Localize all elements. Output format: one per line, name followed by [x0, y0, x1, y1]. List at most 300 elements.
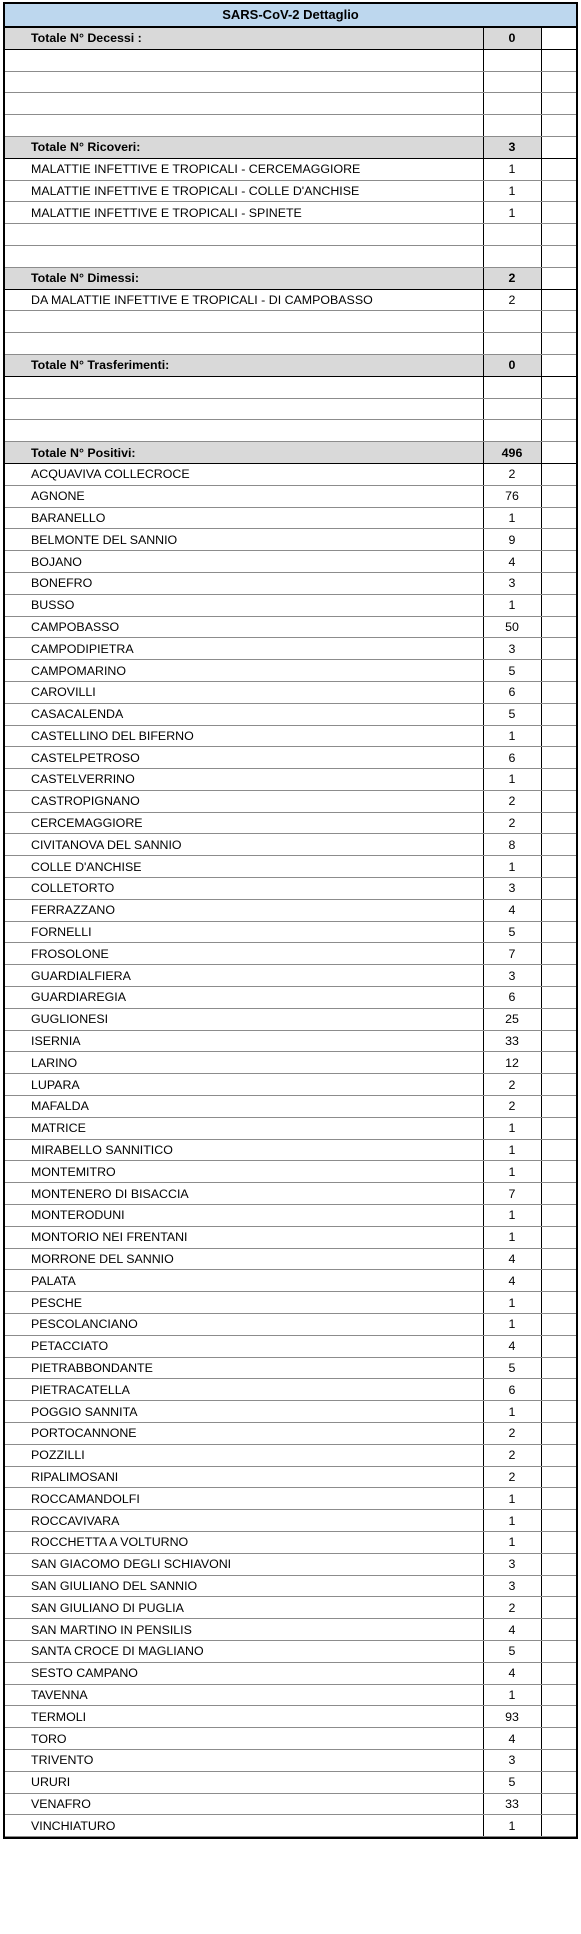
empty-cell: [541, 660, 576, 682]
empty-cell: [541, 1183, 576, 1205]
empty-cell: [541, 1553, 576, 1575]
table-row: [5, 572, 576, 594]
row-label: LUPARA: [5, 1074, 483, 1096]
row-label: TERMOLI: [5, 1706, 483, 1728]
table-row: [5, 856, 576, 878]
row-value: 1: [483, 1815, 541, 1837]
table-row: [5, 1444, 576, 1466]
empty-cell: [541, 1793, 576, 1815]
section-total-value: 3: [483, 136, 541, 158]
row-label: CAMPODIPIETRA: [5, 638, 483, 660]
blank-row: [5, 49, 576, 71]
empty-cell: [541, 834, 576, 856]
table-row: [5, 1270, 576, 1292]
table-row: [5, 1466, 576, 1488]
empty-cell: [541, 398, 576, 420]
row-label: PORTOCANNONE: [5, 1423, 483, 1445]
row-label: CASACALENDA: [5, 703, 483, 725]
empty-cell: [541, 725, 576, 747]
empty-cell: [5, 333, 483, 355]
row-label: CASTELLINO DEL BIFERNO: [5, 725, 483, 747]
table-row: [5, 725, 576, 747]
row-value: 76: [483, 485, 541, 507]
empty-cell: [483, 333, 541, 355]
empty-cell: [541, 289, 576, 311]
row-value: 4: [483, 1270, 541, 1292]
row-label: CASTROPIGNANO: [5, 790, 483, 812]
empty-cell: [483, 71, 541, 93]
row-label: MALATTIE INFETTIVE E TROPICALI - SPINETE: [5, 202, 483, 224]
empty-cell: [541, 1379, 576, 1401]
row-value: 93: [483, 1706, 541, 1728]
row-label: AGNONE: [5, 485, 483, 507]
row-value: 4: [483, 1335, 541, 1357]
empty-cell: [541, 1030, 576, 1052]
empty-cell: [541, 420, 576, 442]
empty-cell: [541, 1728, 576, 1750]
empty-cell: [541, 1640, 576, 1662]
empty-cell: [541, 136, 576, 158]
row-label: URURI: [5, 1771, 483, 1793]
section-total-value: 496: [483, 442, 541, 464]
table-row: [5, 899, 576, 921]
empty-cell: [541, 1226, 576, 1248]
empty-cell: [541, 442, 576, 464]
section-header-label: Totale N° Dimessi:: [5, 267, 483, 289]
row-value: 7: [483, 943, 541, 965]
row-value: 6: [483, 1379, 541, 1401]
empty-cell: [541, 572, 576, 594]
row-value: 1: [483, 1161, 541, 1183]
empty-cell: [541, 703, 576, 725]
row-label: SAN GIULIANO DI PUGLIA: [5, 1597, 483, 1619]
table-row: [5, 1139, 576, 1161]
blank-row: [5, 376, 576, 398]
table-row: [5, 1640, 576, 1662]
empty-cell: [541, 551, 576, 573]
table-row: [5, 790, 576, 812]
table-row: [5, 1096, 576, 1118]
row-label: SANTA CROCE DI MAGLIANO: [5, 1640, 483, 1662]
row-value: 2: [483, 1597, 541, 1619]
table-row: [5, 1117, 576, 1139]
empty-cell: [541, 1815, 576, 1837]
section-header-row: [5, 267, 576, 289]
table-row: [5, 202, 576, 224]
empty-cell: [483, 115, 541, 137]
row-value: 4: [483, 1728, 541, 1750]
empty-cell: [541, 1335, 576, 1357]
row-value: 7: [483, 1183, 541, 1205]
row-label: MALATTIE INFETTIVE E TROPICALI - COLLE D'ANCHISE: [5, 180, 483, 202]
section-header-row: [5, 442, 576, 464]
row-value: 1: [483, 1226, 541, 1248]
empty-cell: [483, 49, 541, 71]
table-row: [5, 1379, 576, 1401]
row-label: ROCCAMANDOLFI: [5, 1488, 483, 1510]
row-value: 3: [483, 965, 541, 987]
empty-cell: [541, 1357, 576, 1379]
empty-cell: [5, 311, 483, 333]
row-value: 2: [483, 463, 541, 485]
empty-cell: [541, 245, 576, 267]
section-header-label: Totale N° Decessi :: [5, 28, 483, 50]
row-value: 1: [483, 769, 541, 791]
row-label: BELMONTE DEL SANNIO: [5, 529, 483, 551]
empty-cell: [541, 1008, 576, 1030]
empty-cell: [541, 1314, 576, 1336]
row-value: 6: [483, 987, 541, 1009]
table-row: [5, 594, 576, 616]
section-total-value: 0: [483, 354, 541, 376]
row-label: BONEFRO: [5, 572, 483, 594]
table-row: [5, 921, 576, 943]
row-label: CERCEMAGGIORE: [5, 812, 483, 834]
empty-cell: [5, 224, 483, 246]
section-header-label: Totale N° Ricoveri:: [5, 136, 483, 158]
row-value: 1: [483, 1117, 541, 1139]
row-label: ISERNIA: [5, 1030, 483, 1052]
row-value: 2: [483, 1444, 541, 1466]
empty-cell: [5, 71, 483, 93]
table-row: [5, 769, 576, 791]
row-value: 33: [483, 1793, 541, 1815]
row-value: 6: [483, 681, 541, 703]
blank-row: [5, 115, 576, 137]
row-value: 1: [483, 158, 541, 180]
empty-cell: [541, 1684, 576, 1706]
row-value: 1: [483, 1510, 541, 1532]
row-label: BOJANO: [5, 551, 483, 573]
row-value: 33: [483, 1030, 541, 1052]
empty-cell: [541, 1488, 576, 1510]
empty-cell: [541, 856, 576, 878]
empty-cell: [541, 921, 576, 943]
row-label: CASTELVERRINO: [5, 769, 483, 791]
table-row: [5, 1488, 576, 1510]
row-label: COLLE D'ANCHISE: [5, 856, 483, 878]
table-row: [5, 1728, 576, 1750]
table-row: [5, 1531, 576, 1553]
row-value: 1: [483, 507, 541, 529]
row-value: 5: [483, 1771, 541, 1793]
empty-cell: [541, 49, 576, 71]
empty-cell: [541, 1292, 576, 1314]
empty-cell: [541, 71, 576, 93]
empty-cell: [541, 93, 576, 115]
empty-cell: [541, 987, 576, 1009]
row-value: 25: [483, 1008, 541, 1030]
table-row: [5, 1597, 576, 1619]
empty-cell: [483, 245, 541, 267]
empty-cell: [541, 224, 576, 246]
table-row: [5, 1510, 576, 1532]
empty-cell: [5, 93, 483, 115]
empty-cell: [541, 485, 576, 507]
empty-cell: [541, 1401, 576, 1423]
empty-cell: [541, 1096, 576, 1118]
blank-row: [5, 93, 576, 115]
empty-cell: [541, 28, 576, 50]
row-label: MONTERODUNI: [5, 1205, 483, 1227]
row-label: ACQUAVIVA COLLECROCE: [5, 463, 483, 485]
empty-cell: [541, 594, 576, 616]
table-row: [5, 1161, 576, 1183]
empty-cell: [541, 681, 576, 703]
blank-row: [5, 245, 576, 267]
row-label: COLLETORTO: [5, 878, 483, 900]
table-row: [5, 943, 576, 965]
row-value: 2: [483, 1423, 541, 1445]
row-label: FERRAZZANO: [5, 899, 483, 921]
empty-cell: [541, 1444, 576, 1466]
empty-cell: [5, 376, 483, 398]
row-value: 3: [483, 1575, 541, 1597]
empty-cell: [483, 311, 541, 333]
table-row: [5, 638, 576, 660]
row-value: 3: [483, 1553, 541, 1575]
row-value: 12: [483, 1052, 541, 1074]
empty-cell: [483, 398, 541, 420]
table-row: [5, 965, 576, 987]
empty-cell: [541, 1575, 576, 1597]
empty-cell: [483, 376, 541, 398]
empty-cell: [541, 267, 576, 289]
row-value: 1: [483, 1488, 541, 1510]
empty-cell: [541, 1662, 576, 1684]
table-row: [5, 834, 576, 856]
table-row: [5, 987, 576, 1009]
row-value: 2: [483, 1074, 541, 1096]
section-header-row: [5, 354, 576, 376]
section-total-value: 2: [483, 267, 541, 289]
empty-cell: [541, 1074, 576, 1096]
row-value: 5: [483, 921, 541, 943]
empty-cell: [541, 1597, 576, 1619]
row-value: 1: [483, 202, 541, 224]
empty-cell: [541, 1270, 576, 1292]
row-label: POGGIO SANNITA: [5, 1401, 483, 1423]
row-label: ROCCAVIVARA: [5, 1510, 483, 1532]
table-row: [5, 1052, 576, 1074]
empty-cell: [541, 812, 576, 834]
row-value: 4: [483, 551, 541, 573]
blank-row: [5, 420, 576, 442]
table-row: [5, 703, 576, 725]
row-label: SAN GIACOMO DEGLI SCHIAVONI: [5, 1553, 483, 1575]
row-value: 1: [483, 1531, 541, 1553]
empty-cell: [541, 1205, 576, 1227]
empty-cell: [541, 747, 576, 769]
row-value: 1: [483, 1314, 541, 1336]
row-label: DA MALATTIE INFETTIVE E TROPICALI - DI CAMPOBASSO: [5, 289, 483, 311]
row-label: RIPALIMOSANI: [5, 1466, 483, 1488]
blank-row: [5, 224, 576, 246]
table-row: [5, 1793, 576, 1815]
table-row: [5, 1706, 576, 1728]
row-label: GUARDIALFIERA: [5, 965, 483, 987]
empty-cell: [541, 965, 576, 987]
empty-cell: [541, 333, 576, 355]
table-row: [5, 1771, 576, 1793]
empty-cell: [541, 180, 576, 202]
row-label: FROSOLONE: [5, 943, 483, 965]
row-value: 1: [483, 1139, 541, 1161]
empty-cell: [541, 529, 576, 551]
empty-cell: [541, 1117, 576, 1139]
row-label: PIETRACATELLA: [5, 1379, 483, 1401]
row-label: POZZILLI: [5, 1444, 483, 1466]
row-value: 3: [483, 638, 541, 660]
row-label: GUGLIONESI: [5, 1008, 483, 1030]
empty-cell: [483, 420, 541, 442]
table-row: [5, 1008, 576, 1030]
row-label: CASTELPETROSO: [5, 747, 483, 769]
empty-cell: [541, 943, 576, 965]
detail-table: [5, 27, 576, 1837]
row-label: FORNELLI: [5, 921, 483, 943]
empty-cell: [541, 1052, 576, 1074]
empty-cell: [541, 1706, 576, 1728]
row-value: 2: [483, 790, 541, 812]
table-row: [5, 1074, 576, 1096]
row-label: CAROVILLI: [5, 681, 483, 703]
row-value: 1: [483, 1401, 541, 1423]
row-label: BUSSO: [5, 594, 483, 616]
row-value: 9: [483, 529, 541, 551]
row-label: MONTORIO NEI FRENTANI: [5, 1226, 483, 1248]
empty-cell: [541, 376, 576, 398]
row-label: MONTENERO DI BISACCIA: [5, 1183, 483, 1205]
table-row: [5, 180, 576, 202]
row-value: 3: [483, 1749, 541, 1771]
row-value: 2: [483, 289, 541, 311]
table-row: [5, 660, 576, 682]
empty-cell: [541, 158, 576, 180]
empty-cell: [541, 1771, 576, 1793]
row-label: TORO: [5, 1728, 483, 1750]
table-row: [5, 1423, 576, 1445]
empty-cell: [541, 507, 576, 529]
row-value: 1: [483, 180, 541, 202]
row-label: BARANELLO: [5, 507, 483, 529]
row-label: PALATA: [5, 1270, 483, 1292]
section-total-value: 0: [483, 28, 541, 50]
row-value: 6: [483, 747, 541, 769]
row-label: VENAFRO: [5, 1793, 483, 1815]
empty-cell: [5, 49, 483, 71]
table-row: [5, 1749, 576, 1771]
empty-cell: [541, 1423, 576, 1445]
row-value: 4: [483, 1662, 541, 1684]
empty-cell: [541, 311, 576, 333]
table-row: [5, 812, 576, 834]
row-value: 4: [483, 1248, 541, 1270]
table-row: [5, 1575, 576, 1597]
table-row: [5, 878, 576, 900]
table-row: [5, 1183, 576, 1205]
table-row: [5, 1205, 576, 1227]
row-value: 5: [483, 1357, 541, 1379]
row-value: 2: [483, 812, 541, 834]
row-value: 5: [483, 1640, 541, 1662]
empty-cell: [541, 790, 576, 812]
section-header-label: Totale N° Positivi:: [5, 442, 483, 464]
table-row: [5, 507, 576, 529]
row-value: 1: [483, 1205, 541, 1227]
empty-cell: [541, 769, 576, 791]
empty-cell: [541, 1139, 576, 1161]
row-value: 5: [483, 660, 541, 682]
row-value: 2: [483, 1466, 541, 1488]
empty-cell: [5, 245, 483, 267]
table-row: [5, 289, 576, 311]
row-label: LARINO: [5, 1052, 483, 1074]
table-row: [5, 1553, 576, 1575]
row-label: SAN GIULIANO DEL SANNIO: [5, 1575, 483, 1597]
table-row: [5, 529, 576, 551]
empty-cell: [541, 1161, 576, 1183]
row-label: MIRABELLO SANNITICO: [5, 1139, 483, 1161]
empty-cell: [541, 638, 576, 660]
empty-cell: [541, 1749, 576, 1771]
row-label: CAMPOBASSO: [5, 616, 483, 638]
empty-cell: [483, 93, 541, 115]
blank-row: [5, 71, 576, 93]
row-value: 1: [483, 725, 541, 747]
row-label: ROCCHETTA A VOLTURNO: [5, 1531, 483, 1553]
table-row: [5, 1815, 576, 1837]
table-row: [5, 1619, 576, 1641]
row-label: MATRICE: [5, 1117, 483, 1139]
row-value: 50: [483, 616, 541, 638]
spreadsheet: [3, 2, 578, 1839]
row-value: 3: [483, 572, 541, 594]
empty-cell: [5, 420, 483, 442]
empty-cell: [541, 878, 576, 900]
table-row: [5, 747, 576, 769]
row-value: 4: [483, 899, 541, 921]
table-row: [5, 1248, 576, 1270]
row-label: SESTO CAMPANO: [5, 1662, 483, 1684]
empty-cell: [541, 202, 576, 224]
empty-cell: [541, 115, 576, 137]
table-row: [5, 1226, 576, 1248]
empty-cell: [541, 1510, 576, 1532]
table-row: [5, 158, 576, 180]
empty-cell: [541, 354, 576, 376]
table-row: [5, 1662, 576, 1684]
table-row: [5, 1030, 576, 1052]
row-value: 1: [483, 594, 541, 616]
section-header-row: [5, 136, 576, 158]
table-row: [5, 1401, 576, 1423]
row-value: 8: [483, 834, 541, 856]
row-value: 5: [483, 703, 541, 725]
row-label: PIETRABBONDANTE: [5, 1357, 483, 1379]
empty-cell: [541, 616, 576, 638]
section-header-label: Totale N° Trasferimenti:: [5, 354, 483, 376]
row-value: 1: [483, 1292, 541, 1314]
row-label: MORRONE DEL SANNIO: [5, 1248, 483, 1270]
table-row: [5, 1292, 576, 1314]
empty-cell: [5, 398, 483, 420]
row-value: 3: [483, 878, 541, 900]
empty-cell: [5, 115, 483, 137]
blank-row: [5, 333, 576, 355]
row-value: 1: [483, 856, 541, 878]
row-label: MALATTIE INFETTIVE E TROPICALI - CERCEMAGGIORE: [5, 158, 483, 180]
